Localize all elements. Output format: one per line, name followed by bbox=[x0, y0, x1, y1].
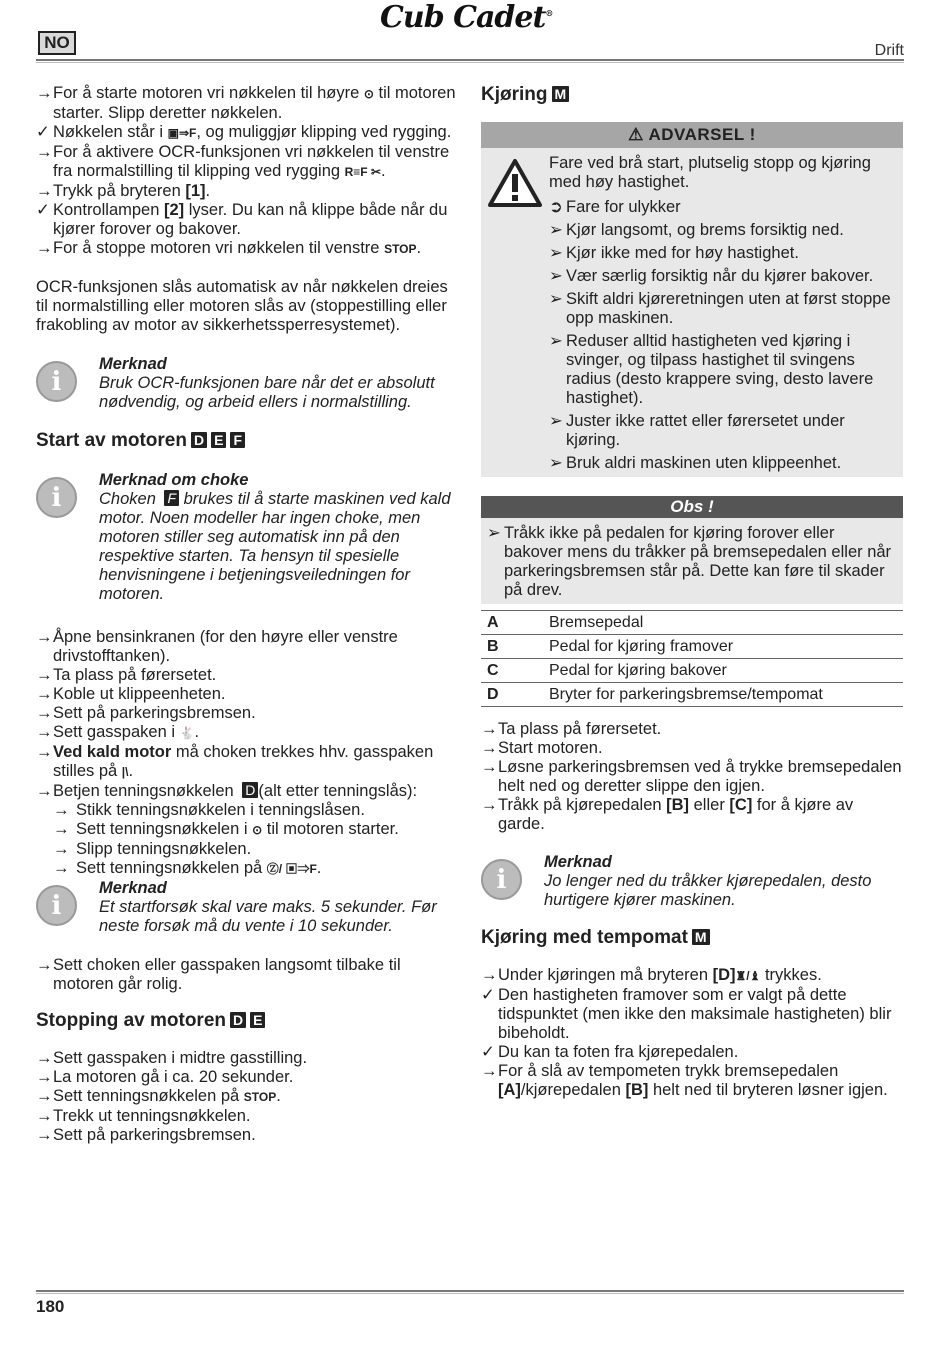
legend-table bbox=[481, 610, 903, 707]
item-text: Løsne parkeringsbremsen ved å trykke bremsepedalen helt ned og deretter slippe den igjen. bbox=[498, 758, 902, 795]
item-text: Sett på parkeringsbremsen. bbox=[53, 1126, 256, 1144]
warning-item-text: Juster ikke rattet eller førersetet under kjøring. bbox=[566, 412, 845, 449]
symbol-icon: STOP bbox=[384, 242, 417, 256]
label-box: M bbox=[552, 86, 570, 102]
legend-value: Pedal for kjøring framover bbox=[543, 635, 903, 659]
warning-list bbox=[549, 221, 895, 473]
item-text: Slipp tenningsnøkkelen. bbox=[76, 840, 252, 858]
bullet-icon: ✓ bbox=[36, 201, 50, 219]
warning-item-text: Bruk aldri maskinen uten klippeenhet. bbox=[566, 454, 842, 472]
item-text: . bbox=[276, 1087, 281, 1105]
bold-ref: [D] bbox=[712, 966, 736, 984]
bullet-icon: → bbox=[36, 84, 53, 102]
note-choke bbox=[36, 471, 458, 604]
bullet-icon: ✓ bbox=[481, 986, 495, 1004]
table-row bbox=[481, 683, 903, 707]
item-text: Sett på parkeringsbremsen. bbox=[53, 704, 256, 722]
bullet-icon: → bbox=[53, 840, 70, 858]
list-item bbox=[36, 123, 458, 143]
arrow-icon: ➢ bbox=[549, 267, 563, 285]
note-title: Merknad bbox=[99, 879, 167, 897]
list-item bbox=[36, 859, 458, 879]
item-text: Sett gasspaken i bbox=[53, 723, 180, 741]
warning-item-text: Vær særlig forsiktig når du kjører bakover. bbox=[566, 267, 874, 285]
item-text: Tråkk på kjørepedalen bbox=[498, 796, 667, 814]
item-text: . bbox=[194, 723, 200, 741]
list-item bbox=[36, 801, 458, 820]
legend-key: C bbox=[481, 659, 543, 683]
list-item bbox=[36, 143, 458, 182]
bullet-icon: → bbox=[36, 182, 53, 200]
bold-text: Ved kald motor bbox=[53, 743, 172, 761]
item-text: . bbox=[205, 182, 211, 200]
item-text: Betjen tenningsnøkkelen bbox=[53, 782, 239, 800]
section-title: Drift bbox=[874, 42, 904, 59]
bullet-icon: → bbox=[481, 720, 498, 738]
item-text: Sett choken eller gasspaken langsomt tilbake til motoren går rolig. bbox=[53, 956, 401, 993]
bold-ref: [A] bbox=[498, 1081, 521, 1099]
list-item bbox=[481, 739, 903, 758]
table-row bbox=[481, 611, 903, 635]
label-box: M bbox=[692, 929, 710, 945]
item-text: Koble ut klippeenheten. bbox=[53, 685, 226, 703]
bold-ref: [2] bbox=[163, 201, 185, 219]
arrow-icon: ➢ bbox=[549, 332, 563, 350]
bold-ref: [B] bbox=[625, 1081, 649, 1099]
symbol-icon: ⊙ bbox=[252, 823, 263, 837]
bullet-icon: → bbox=[36, 1049, 53, 1067]
table-row bbox=[481, 659, 903, 683]
item-text: For å stoppe motoren vri nøkkelen til venstre bbox=[53, 239, 385, 257]
symbol-icon: 🐇 bbox=[179, 726, 195, 740]
legend-key: D bbox=[481, 683, 543, 707]
ignition-steps bbox=[36, 801, 458, 879]
bullet-icon: ✓ bbox=[481, 1043, 495, 1061]
drive-heading: Kjøring M bbox=[481, 84, 903, 106]
bullet-icon: ✓ bbox=[36, 123, 50, 141]
list-item bbox=[36, 1049, 458, 1068]
item-text: for å kjøre av garde. bbox=[498, 796, 854, 833]
symbol-icon: ♜/♝ bbox=[735, 969, 761, 983]
bullet-icon: → bbox=[481, 758, 498, 776]
list-item bbox=[36, 723, 458, 743]
warning-item bbox=[549, 267, 895, 286]
arrow-icon: ➢ bbox=[549, 221, 563, 239]
language-badge: NO bbox=[38, 31, 76, 55]
bullet-icon: → bbox=[36, 1107, 53, 1125]
label-box: D bbox=[191, 432, 207, 448]
symbol-icon: Ⓩ/ ▣⇒F bbox=[266, 862, 317, 876]
list-item bbox=[36, 84, 458, 123]
right-column bbox=[481, 84, 903, 1100]
ocr-paragraph: OCR-funksjonen slås automatisk av når nøkkelen dreies til normalstilling eller motoren slås av (stoppestilling eller frakobling av motor av sikkerhetssperresystemet). bbox=[36, 278, 448, 334]
bullet-icon: → bbox=[36, 239, 53, 257]
bullet-icon: → bbox=[481, 966, 498, 984]
list-item bbox=[36, 628, 458, 666]
item-text: Nøkkelen står i bbox=[53, 123, 168, 141]
symbol-icon: ▣⇒F bbox=[167, 126, 197, 140]
list-item bbox=[36, 201, 458, 239]
cruise-steps bbox=[481, 966, 903, 1100]
arrow-icon: ➢ bbox=[549, 454, 563, 472]
list-item bbox=[36, 239, 458, 259]
table-row bbox=[481, 635, 903, 659]
warning-body bbox=[481, 148, 903, 477]
item-text: For å aktivere OCR-funksjonen vri nøkkelen til venstre fra normalstilling til klipping ved rygging bbox=[53, 143, 450, 180]
list-item bbox=[36, 666, 458, 685]
list-item bbox=[36, 956, 458, 994]
item-text: . bbox=[316, 859, 322, 877]
item-text: . bbox=[381, 162, 386, 180]
list-item bbox=[481, 720, 903, 739]
warning-item bbox=[549, 412, 895, 450]
item-text: Den hastigheten framover som er valgt på dette tidspunktet (men ikke den maksimale hastigheten) blir bibeholdt. bbox=[498, 986, 892, 1042]
bullet-icon: → bbox=[36, 704, 53, 722]
warning-triangle-icon bbox=[487, 158, 543, 208]
bullet-icon: → bbox=[36, 666, 53, 684]
note-text: Jo lenger ned du tråkker kjørepedalen, desto hurtigere kjører maskinen. bbox=[544, 872, 872, 909]
item-text: Under kjøringen må bryteren bbox=[498, 966, 713, 984]
note-title: Merknad bbox=[544, 853, 612, 871]
item-text: må choken trekkes hhv. gasspaken stilles på bbox=[53, 743, 434, 780]
list-item bbox=[36, 820, 458, 840]
note-startattempt bbox=[36, 879, 458, 936]
warning-item-text: Kjør langsomt, og brems forsiktig ned. bbox=[566, 221, 844, 239]
legend-value: Bryter for parkeringsbremse/tempomat bbox=[543, 683, 903, 707]
drive-steps bbox=[481, 720, 903, 834]
list-item bbox=[36, 840, 458, 859]
list-item bbox=[481, 796, 903, 834]
item-text: til motoren starter. Slipp deretter nøkkelen. bbox=[53, 84, 456, 122]
item-text: Trekk ut tenningsnøkkelen. bbox=[53, 1107, 251, 1125]
header-divider-thin bbox=[36, 62, 904, 63]
bullet-icon: → bbox=[36, 628, 53, 646]
warning-item bbox=[549, 454, 895, 473]
label-box: F bbox=[164, 490, 179, 506]
list-item bbox=[36, 685, 458, 704]
bold-ref: [B] bbox=[666, 796, 690, 814]
bullet-icon: → bbox=[53, 859, 70, 877]
label-box: E bbox=[250, 1012, 265, 1028]
list-item bbox=[36, 782, 458, 801]
bullet-icon: → bbox=[53, 820, 70, 838]
bullet-icon: → bbox=[36, 782, 53, 800]
label-box: F bbox=[230, 432, 245, 448]
item-text: Sett gasspaken i midtre gasstilling. bbox=[53, 1049, 308, 1067]
item-text: , og muliggjør klipping ved rygging. bbox=[196, 123, 452, 141]
warning-item bbox=[549, 290, 895, 328]
warning-box bbox=[481, 122, 903, 477]
item-text: Ta plass på førersetet. bbox=[498, 720, 662, 738]
obs-body: ➢ Tråkk ikke på pedalen for kjøring forover eller bakover mens du tråkker på bremsepedalen eller når parkeringsbremsen står på. Dette kan føre til skader på drev. bbox=[487, 524, 892, 599]
item-text: Du kan ta foten fra kjørepedalen. bbox=[498, 1043, 739, 1061]
item-text: Sett tenningsnøkkelen på bbox=[53, 1087, 244, 1105]
choke-step bbox=[36, 956, 458, 994]
warning-header: ⚠ ADVARSEL ! bbox=[481, 122, 903, 148]
bullet-icon: → bbox=[36, 956, 53, 974]
bullet-icon: → bbox=[481, 739, 498, 757]
note-text: Et startforsøk skal vare maks. 5 sekunder. Før neste forsøk må du vente i 10 sekunder. bbox=[99, 898, 437, 935]
item-text: Ta plass på førersetet. bbox=[53, 666, 217, 684]
bullet-icon: → bbox=[36, 1068, 53, 1086]
list-item bbox=[481, 986, 903, 1043]
hazard-line: ➲ Fare for ulykker bbox=[549, 198, 681, 216]
note-ocr bbox=[36, 355, 458, 412]
bold-ref: [C] bbox=[729, 796, 753, 814]
warning-text: Fare ved brå start, plutselig stopp og kjøring med høy hastighet. bbox=[549, 154, 871, 191]
start-heading: Start av motoren D E F bbox=[36, 430, 458, 452]
item-text: Sett tenningsnøkkelen på bbox=[76, 859, 267, 877]
list-item bbox=[36, 704, 458, 723]
list-item bbox=[481, 966, 903, 986]
legend-value: Bremsepedal bbox=[543, 611, 903, 635]
symbol-icon: ⊙ bbox=[363, 87, 374, 101]
stop-steps bbox=[36, 1049, 458, 1145]
arrow-icon: ➢ bbox=[549, 290, 563, 308]
item-text: . bbox=[128, 762, 134, 780]
item-text: Stikk tenningsnøkkelen i tenningslåsen. bbox=[76, 801, 365, 819]
info-icon: i bbox=[36, 477, 77, 518]
item-text: lyser. Du kan nå klippe både når du kjører forover og bakover. bbox=[53, 201, 448, 238]
info-icon: i bbox=[36, 885, 77, 926]
list-item bbox=[481, 758, 903, 796]
list-item bbox=[36, 182, 458, 201]
bullet-icon: → bbox=[36, 743, 53, 761]
item-text: Kontrollampen bbox=[53, 201, 164, 219]
obs-header: Obs ! bbox=[481, 496, 903, 518]
start-steps bbox=[36, 628, 458, 801]
bullet-icon: → bbox=[36, 1126, 53, 1144]
list-item bbox=[36, 1068, 458, 1087]
item-text: For å starte motoren vri nøkkelen til høyre bbox=[53, 84, 364, 102]
item-text: helt ned til bryteren løsner igjen. bbox=[648, 1081, 888, 1099]
warning-item bbox=[549, 332, 895, 408]
item-text: Åpne bensinkranen (for den høyre eller venstre drivstofftanken). bbox=[53, 628, 398, 665]
info-icon: i bbox=[36, 361, 77, 402]
warning-item-text: Reduser alltid hastigheten ved kjøring i svinger, og tilpass hastighet til svingens radius (desto krappere sving, desto lavere hastighet). bbox=[566, 332, 874, 407]
symbol-icon: STOP bbox=[243, 1090, 277, 1104]
list-item bbox=[481, 1062, 903, 1100]
label-box: D bbox=[242, 782, 258, 798]
note-text: Bruk OCR-funksjonen bare når det er absolutt nødvendig, og arbeid ellers i normalstilling. bbox=[99, 374, 435, 411]
arrow-icon: ➢ bbox=[549, 412, 563, 430]
item-text: trykkes. bbox=[760, 966, 822, 984]
legend-key: A bbox=[481, 611, 543, 635]
list-item bbox=[36, 1126, 458, 1145]
item-text: /kjørepedalen bbox=[520, 1081, 626, 1099]
footer-divider-thin bbox=[36, 1293, 904, 1294]
bullet-icon: → bbox=[36, 1087, 53, 1105]
arrow-icon: ➢ bbox=[549, 244, 563, 262]
item-text: Sett tenningsnøkkelen i bbox=[76, 820, 253, 838]
bold-ref: [1] bbox=[185, 182, 206, 200]
bullet-icon: → bbox=[481, 796, 498, 814]
cruise-heading: Kjøring med tempomat M bbox=[481, 927, 903, 949]
note-pedal bbox=[481, 853, 903, 910]
bullet-icon: → bbox=[36, 685, 53, 703]
obs-text: Tråkk ikke på pedalen for kjøring forover eller bakover mens du tråkker på bremsepedalen eller når parkeringsbremsen står på. Dette kan føre til skader på drev. bbox=[504, 524, 892, 599]
note-title: Merknad om choke bbox=[99, 471, 249, 489]
label-box: D bbox=[230, 1012, 246, 1028]
list-item bbox=[36, 743, 458, 782]
bullet-icon: → bbox=[36, 723, 53, 741]
note-title: Merknad bbox=[99, 355, 167, 373]
item-text: til motoren starter. bbox=[262, 820, 399, 838]
page-number: 180 bbox=[36, 1297, 65, 1316]
list-item bbox=[36, 1107, 458, 1126]
item-text: (alt etter tenningslås): bbox=[258, 782, 418, 800]
warning-item-text: Skift aldri kjøreretningen uten at først stoppe opp maskinen. bbox=[566, 290, 891, 327]
item-text: For å slå av tempometen trykk bremsepedalen bbox=[498, 1062, 839, 1080]
info-icon: i bbox=[481, 859, 522, 900]
bullet-icon: → bbox=[53, 801, 70, 819]
bullet-icon: → bbox=[36, 143, 53, 161]
left-column bbox=[36, 84, 458, 1145]
obs-box bbox=[481, 496, 903, 604]
footer-divider bbox=[36, 1290, 904, 1292]
list-item bbox=[36, 1087, 458, 1107]
list-item bbox=[481, 1043, 903, 1062]
warning-item-text: Kjør ikke med for høy hastighet. bbox=[566, 244, 799, 262]
stop-heading: Stopping av motoren D E bbox=[36, 1010, 458, 1032]
legend-key: B bbox=[481, 635, 543, 659]
warning-item bbox=[549, 221, 895, 240]
label-box: E bbox=[211, 432, 226, 448]
legend-value: Pedal for kjøring bakover bbox=[543, 659, 903, 683]
item-text: La motoren gå i ca. 20 sekunder. bbox=[53, 1068, 294, 1086]
header-divider bbox=[36, 59, 904, 61]
warning-item bbox=[549, 244, 895, 263]
symbol-icon: |\ bbox=[121, 765, 129, 779]
item-text: Start motoren. bbox=[498, 739, 603, 757]
symbol-icon: R≡F ✂ bbox=[344, 165, 382, 179]
item-text: . bbox=[416, 239, 422, 257]
item-text: eller bbox=[689, 796, 730, 814]
item-text: Trykk på bryteren bbox=[53, 182, 186, 200]
brand-logo: Cub Cadet® bbox=[380, 0, 553, 35]
note-text: Choken F brukes til å starte maskinen ved kald motor. Noen modeller har ingen choke, men motoren stiller seg automatisk inn på den respektive starten. Ta hensyn til spesielle henvisningene i betjeningsveiledningen for motoren. bbox=[99, 490, 451, 603]
intro-steps bbox=[36, 84, 458, 259]
bullet-icon: → bbox=[481, 1062, 498, 1080]
